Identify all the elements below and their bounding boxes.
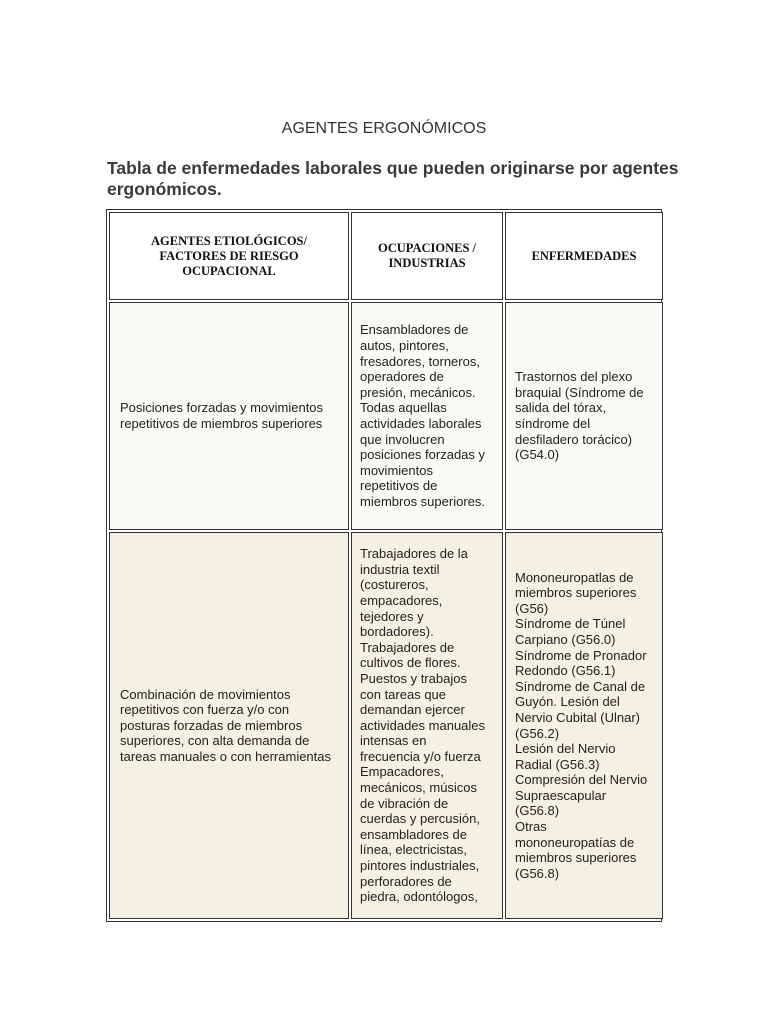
table-row — [109, 302, 663, 530]
cell-agent: Posiciones forzadas y movimientos repetitivos de miembros superiores — [109, 302, 349, 530]
header-agents: AGENTES ETIOLÓGICOS/ FACTORES DE RIESGO OCUPACIONAL — [109, 212, 349, 300]
document-title: AGENTES ERGONÓMICOS — [281, 120, 487, 137]
document-subtitle: Tabla de enfermedades laborales que pueden originarse por agentes ergonómicos. — [107, 158, 679, 199]
table-header-row — [109, 212, 663, 300]
cell-diseases: Trastornos del plexo braquial (Síndrome de salida del tórax, síndrome del desfiladero torácico) (G54.0) — [505, 302, 663, 530]
cell-diseases: Mononeuropatlas de miembros superiores (G56) Síndrome de Túnel Carpiano (G56.0) Síndrome de Pronador Redondo (G56.1) Síndrome de Canal de Guyón. Lesión del Nervio Cubital (Ulnar) (G56.2) Lesión del Nervio Radial (G56.3) Compresión del Nervio Supraescapular (G56.8) Otras mononeuropatías de miembros superiores (G56.8) — [505, 532, 663, 919]
header-diseases: ENFERMEDADES — [505, 212, 663, 300]
cell-occupations: Trabajadores de la industria textil (costureros, empacadores, tejedores y bordadores). Trabajadores de cultivos de flores. Puestos y trabajos con tareas que demandan ejercer actividades manuales intensas en frecuencia y/o fuerza Empacadores, mecánicos, músicos de vibración de cuerdas y percusión, ensambladores de línea, electricistas, pintores industriales, perforadores de piedra, odontólogos, — [351, 532, 503, 919]
cell-agent: Combinación de movimientos repetitivos con fuerza y/o con posturas forzadas de miembros superiores, con alta demanda de tareas manuales o con herramientas — [109, 532, 349, 919]
diseases-table — [106, 209, 662, 922]
header-occupations: OCUPACIONES / INDUSTRIAS — [351, 212, 503, 300]
table-row — [109, 532, 663, 919]
cell-occupations: Ensambladores de autos, pintores, fresadores, torneros, operadores de presión, mecánicos. Todas aquellas actividades laborales que involucren posiciones forzadas y movimientos repetitivos de miembros superiores. — [351, 302, 503, 530]
